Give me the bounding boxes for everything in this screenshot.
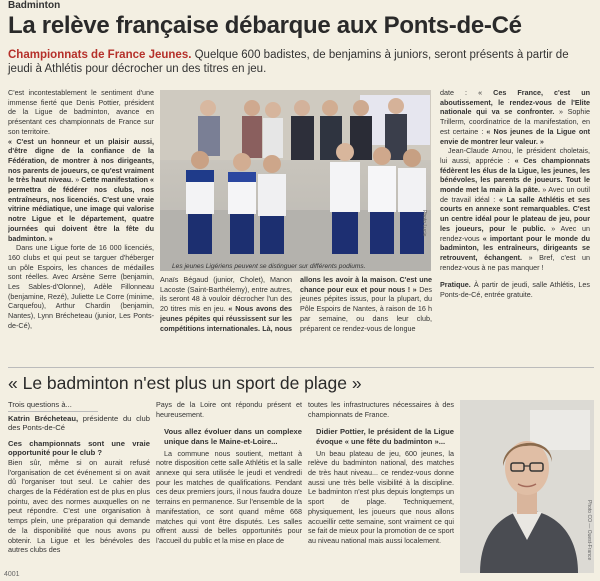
answer-1-continued: Pays de la Loire ont répondu présent et heureusement. xyxy=(156,400,302,419)
answer-3: Un beau plateau de jeu, 600 jeunes, la relève du badminton national, des matches de très haut niveau... ce rendez-vous donne aussi une très belle visibilité à la discipline. Le badminton n'est plus depuis longtemps un sport de plage. Techniquement, physiquement, les joueurs que nous allons accueillir cette semaine, sont vraiment ce qui se fait de mieux pour la promotion de ce sport au niveau national mais aussi localement. xyxy=(308,448,454,545)
article-column-3 xyxy=(440,88,590,360)
team-photo-caption: Les jeunes Ligériens peuvent se distinguer sur différents podiums. xyxy=(172,263,366,270)
col1-para3: Dans une Ligue forte de 16 000 licenciés, 160 clubs et qui peut se targuer d'héberger un pôle Espoirs, les chances de médailles sont réelles. Avec Arsène Serre (benjamin, Les Sables-d'Olonne), Adèle Fillonneau (benjamine, Rezé), Juliette Le Corre (minime, Carquefou), Arthur Chardin (benjamin, Nantes), Lynn Brécheteau (junior, Les Ponts-de-Cé), xyxy=(8,243,154,330)
interview-column-3 xyxy=(308,400,454,570)
interview-kicker: Trois questions à... xyxy=(8,400,72,409)
col3-para1: date : « Ces France, c'est un aboutissement, le rendez-vous de l'Elite nationale qui va se confronter. » Sophie Trillerm, coordinatrice de la manifestation, en est certaine : « Nos jeunes de la Ligue ont envie de montrer leur valeur. » xyxy=(440,88,590,146)
col2-text: Anaïs Bégaud (junior, Cholet), Manon Lacoste (Saint-Barthélemy), entre autres, ils seront 48 à vouloir décrocher l'un des 20 titres mis en jeu. « Nous avons des jeunes pépites qui réussissent sur les compétitions internationales. Là, nous allons les avoir à la maison. C'est une chance pour eux et pour nous ! » Des jeunes pépites issus, pour la plupart, du Pôle Espoirs de Nantes, à raison de 16 h par semaine, ou dans leur club, préparent ce rendez-vous de longue xyxy=(160,275,432,333)
quote-headline: « Le badminton n'est plus un sport de plage » xyxy=(8,373,362,393)
answer-1: Bien sûr, même si on aurait refusé l'organisation de cet événement si on avait dû l'organiser tout seul. Le cahier des charges de la Fédération est de plus en plus pointu, avec des normes auxquelles on ne peut répondre. C'est une organisation à temps plein, une préparation qui demande de la disponibilité que nous avons pu obtenir. La Ligue et les bénévoles des autres clubs des xyxy=(8,457,150,555)
interview-column-2 xyxy=(156,400,302,570)
page-number: 4001 xyxy=(4,571,20,578)
section-divider xyxy=(8,367,594,368)
team-photo xyxy=(160,90,431,271)
answer-2-continued: toutes les infrastructures nécessaires à des championnats de France. xyxy=(308,400,454,419)
interviewee: Katrin Brécheteau, présidente du club des Ponts-de-Cé xyxy=(8,413,150,433)
subheadline-accent: Championnats de France Jeunes. xyxy=(8,49,192,61)
kicker-rule xyxy=(8,411,98,412)
question-3: Didier Pottier, le président de la Ligue évoque « une fête du badminton »... xyxy=(316,427,454,446)
team-photo-credit: Photo Lucie xyxy=(421,210,427,237)
team-photo-illustration xyxy=(160,90,431,271)
article-column-2 xyxy=(160,275,432,363)
subheadline-text: Quelque 600 badistes, de benjamins à juniors, seront présents à partir de jeudi à Athlétis pour décrocher un des titres en jeu. xyxy=(8,49,569,75)
portrait-credit: Photo CO — Ouest-France xyxy=(586,500,592,561)
answer-2: La commune nous soutient, mettant à notre disposition cette salle Athlétis et la salle annexe qui sera utilisée le jeudi et vendredi pour les matches de qualifications. Pendant ces deux premiers jours, il nous faudra douze terrains en permanence. Sur l'ensemble de la manifestation, ce sont quand même 668 matches qui vont être disputés. Les salles offrent aussi de belles opportunités pour l'accueil du public et la mise en place de xyxy=(156,448,302,545)
question-2: Vous allez évoluer dans un complexe unique dans le Maine-et-Loire... xyxy=(164,427,302,446)
col1-para2: « C'est un honneur et un plaisir aussi, d'être digne de la confiance de la Fédération, de montrer à nos dirigeants, nos parents de joueurs, ce qu'est vraiment le très haut niveau. » Cette manifestation « permettra de fédérer nos clubs, nos entraîneurs, nos licenciés. C'est une vraie vitrine médiatique, une image qui valorise notre Ligue et le département, quatre journées qui doivent être la fête du badminton. » xyxy=(8,136,154,243)
interview-column-1 xyxy=(8,400,150,570)
portrait-illustration xyxy=(460,400,594,573)
subheadline xyxy=(8,48,594,76)
article-column-1 xyxy=(8,88,154,360)
col3-para2: Jean-Claude Arnou, le président choletais, lui aussi, apprécie : « Ces championnats fédèrent les élus de la Ligue, les jeunes, les bénévoles, les parents de joueurs. Tout le monde met la main à la pâte. » Avec un outil de travail idéal : « La salle Athlétis et ses courts en annexe sont remarquables. C'est un centre idéal pour le plateau de jeu, pour les joueurs, pour le public. » Avec un rendez-vous « important pour le monde du badminton, les entraîneurs, dirigeants se retrouvent, échangent. » Bref, c'est un rendez-vous à ne pas manquer ! xyxy=(440,146,590,272)
col1-para1: C'est incontestablement le sentiment d'une immense fierté que Denis Pottier, président de la Ligue de badminton, avance en présentant ces championnats de France sur son territoire. xyxy=(8,88,154,136)
section-label: Badminton xyxy=(8,0,61,11)
question-1: Ces championnats sont une vraie opportunité pour le club ? xyxy=(8,438,150,458)
portrait-photo xyxy=(460,400,594,573)
col3-practical: Pratique. À partir de jeudi, salle Athlétis, Les Ponts-de-Cé, entrée gratuite. xyxy=(440,280,590,300)
headline: La relève française débarque aux Ponts-de-Cé xyxy=(8,12,522,39)
